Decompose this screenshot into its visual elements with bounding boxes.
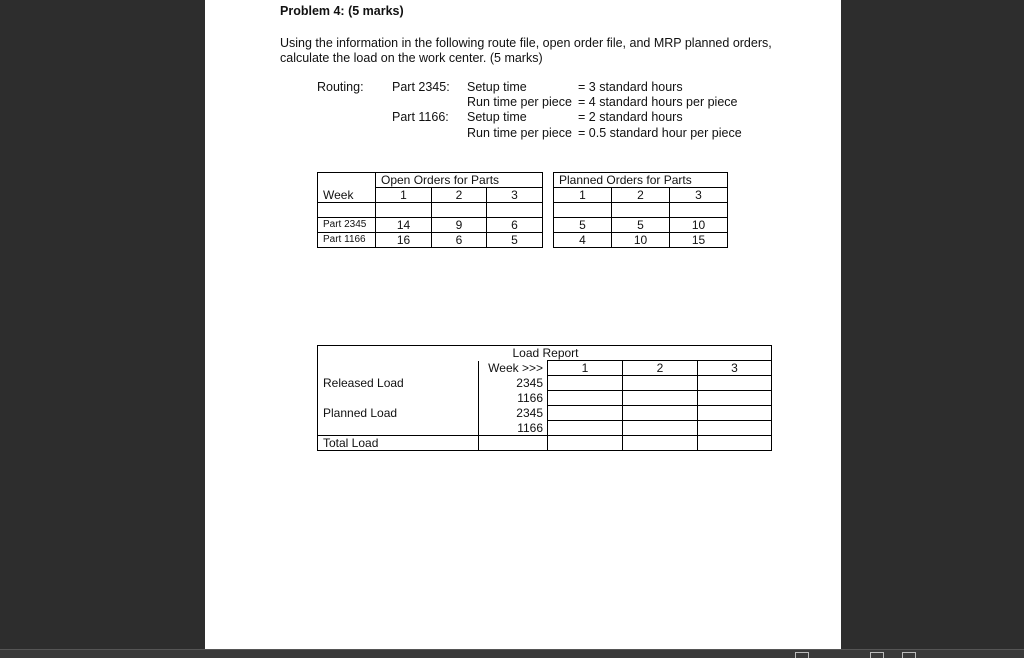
routing-run-value: = 0.5 standard hour per piece <box>578 126 742 140</box>
view-icon[interactable] <box>870 652 884 658</box>
view-icon[interactable] <box>795 652 809 658</box>
table-cell: 9 <box>432 218 487 233</box>
table-row <box>318 406 772 421</box>
table-cell: 5 <box>612 218 670 233</box>
part-label: 1166 <box>479 421 548 436</box>
view-icon[interactable] <box>902 652 916 658</box>
routing-part-2345: Part 2345: <box>392 80 450 94</box>
week-label: Week >>> <box>479 361 548 376</box>
load-report-table <box>317 345 772 451</box>
routing-setup-label: Setup time <box>467 110 527 124</box>
load-report-title: Load Report <box>318 346 772 361</box>
instruction-line-2: calculate the load on the work center. (5 marks) <box>280 51 543 65</box>
table-cell: 10 <box>670 218 728 233</box>
part-label: Part 1166 <box>318 233 376 248</box>
week-header: 3 <box>698 361 772 376</box>
table-cell: 6 <box>487 218 543 233</box>
routing-setup-value: = 2 standard hours <box>578 110 683 124</box>
table-row <box>318 361 772 376</box>
released-load-label: Released Load <box>318 376 479 391</box>
table-row <box>318 436 772 451</box>
week-header: 2 <box>432 188 487 203</box>
part-label: 2345 <box>479 376 548 391</box>
table-cell: 5 <box>554 218 612 233</box>
part-label: Part 2345 <box>318 218 376 233</box>
table-row <box>318 376 772 391</box>
routing-run-label: Run time per piece <box>467 126 572 140</box>
total-load-label: Total Load <box>318 436 479 451</box>
table-cell: 10 <box>612 233 670 248</box>
part-label: 2345 <box>479 406 548 421</box>
table-cell: 5 <box>487 233 543 248</box>
table-row <box>318 173 728 188</box>
document-page <box>205 0 841 649</box>
week-header: 2 <box>612 188 670 203</box>
week-header: 2 <box>623 361 698 376</box>
routing-setup-value: = 3 standard hours <box>578 80 683 94</box>
planned-load-label: Planned Load <box>318 406 479 421</box>
table-row <box>318 218 728 233</box>
table-cell: 16 <box>376 233 432 248</box>
week-header: 1 <box>548 361 623 376</box>
table-cell: 6 <box>432 233 487 248</box>
table-row <box>318 346 772 361</box>
table-cell: 14 <box>376 218 432 233</box>
week-header: 3 <box>487 188 543 203</box>
week-header: 1 <box>554 188 612 203</box>
table-cell: 15 <box>670 233 728 248</box>
routing-run-label: Run time per piece <box>467 95 572 109</box>
table-cell: 4 <box>554 233 612 248</box>
routing-label: Routing: <box>317 80 364 94</box>
week-header: 3 <box>670 188 728 203</box>
instruction-line-1: Using the information in the following route file, open order file, and MRP planned orders, <box>280 36 772 50</box>
week-label: Week <box>318 188 376 203</box>
routing-part-1166: Part 1166: <box>392 110 449 124</box>
routing-setup-label: Setup time <box>467 80 527 94</box>
table-row <box>318 203 728 218</box>
week-header: 1 <box>376 188 432 203</box>
table-row <box>318 233 728 248</box>
table-row <box>318 188 728 203</box>
planned-orders-header: Planned Orders for Parts <box>554 173 728 188</box>
routing-run-value: = 4 standard hours per piece <box>578 95 738 109</box>
open-orders-header: Open Orders for Parts <box>376 173 543 188</box>
problem-instruction <box>280 36 772 66</box>
table-row <box>318 391 772 406</box>
orders-table <box>317 172 728 248</box>
table-row <box>318 421 772 436</box>
part-label: 1166 <box>479 391 548 406</box>
problem-title: Problem 4: (5 marks) <box>280 4 404 18</box>
